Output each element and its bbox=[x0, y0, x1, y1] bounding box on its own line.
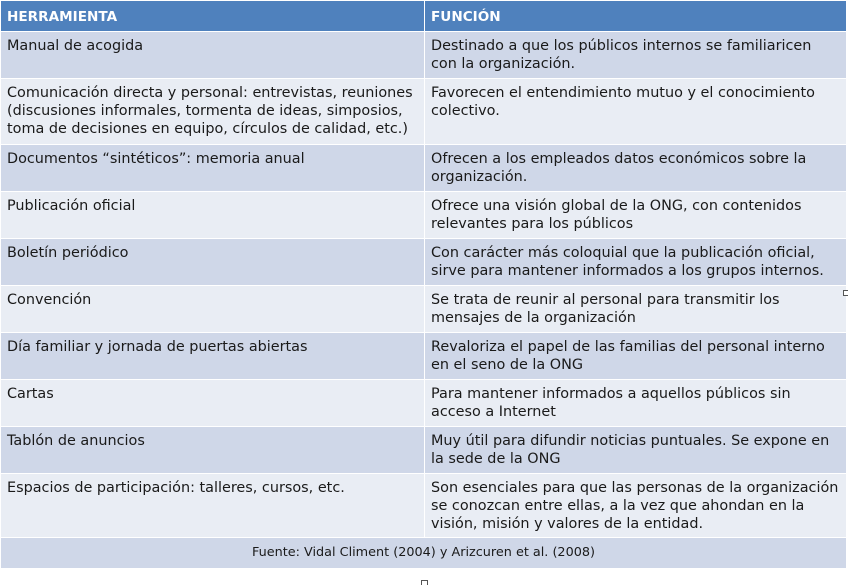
source-row bbox=[1, 538, 847, 569]
tool-cell: Día familiar y jornada de puertas abiertas bbox=[1, 333, 425, 380]
table-row bbox=[1, 239, 847, 286]
function-cell: Revaloriza el papel de las familias del personal interno en el seno de la ONG bbox=[425, 333, 847, 380]
function-cell: Muy útil para difundir noticias puntuales. Se expone en la sede de la ONG bbox=[425, 427, 847, 474]
function-cell: Favorecen el entendimiento mutuo y el conocimiento colectivo. bbox=[425, 79, 847, 145]
function-cell: Se trata de reunir al personal para transmitir los mensajes de la organización bbox=[425, 286, 847, 333]
tool-cell: Documentos “sintéticos”: memoria anual bbox=[1, 145, 425, 192]
function-cell: Con carácter más coloquial que la publicación oficial, sirve para mantener informados a los grupos internos. bbox=[425, 239, 847, 286]
table-row bbox=[1, 380, 847, 427]
resize-handle-bottom[interactable] bbox=[421, 580, 428, 585]
tool-cell: Cartas bbox=[1, 380, 425, 427]
table-row bbox=[1, 192, 847, 239]
table-row bbox=[1, 286, 847, 333]
header-herramienta: HERRAMIENTA bbox=[1, 1, 425, 32]
table-row bbox=[1, 474, 847, 538]
resize-handle-right[interactable] bbox=[843, 290, 848, 296]
tool-cell: Boletín periódico bbox=[1, 239, 425, 286]
table-row bbox=[1, 79, 847, 145]
header-funcion: FUNCIÓN bbox=[425, 1, 847, 32]
table-header-row bbox=[1, 1, 847, 32]
function-cell: Son esenciales para que las personas de la organización se conozcan entre ellas, a la vez que ahondan en la visión, misión y valores de la entidad. bbox=[425, 474, 847, 538]
table-row bbox=[1, 333, 847, 380]
tool-cell: Convención bbox=[1, 286, 425, 333]
table-row bbox=[1, 32, 847, 79]
source-note: Fuente: Vidal Climent (2004) y Arizcuren et al. (2008) bbox=[1, 538, 847, 569]
tool-cell: Comunicación directa y personal: entrevistas, reuniones (discusiones informales, tormenta de ideas, simposios, toma de decisiones en equipo, círculos de calidad, etc.) bbox=[1, 79, 425, 145]
table-row bbox=[1, 427, 847, 474]
table-row bbox=[1, 145, 847, 192]
function-cell: Ofrece una visión global de la ONG, con contenidos relevantes para los públicos bbox=[425, 192, 847, 239]
function-cell: Destinado a que los públicos internos se familiaricen con la organización. bbox=[425, 32, 847, 79]
tool-cell: Manual de acogida bbox=[1, 32, 425, 79]
tool-cell: Espacios de participación: talleres, cursos, etc. bbox=[1, 474, 425, 538]
tool-cell: Tablón de anuncios bbox=[1, 427, 425, 474]
function-cell: Para mantener informados a aquellos públicos sin acceso a Internet bbox=[425, 380, 847, 427]
function-cell: Ofrecen a los empleados datos económicos sobre la organización. bbox=[425, 145, 847, 192]
tool-cell: Publicación oficial bbox=[1, 192, 425, 239]
